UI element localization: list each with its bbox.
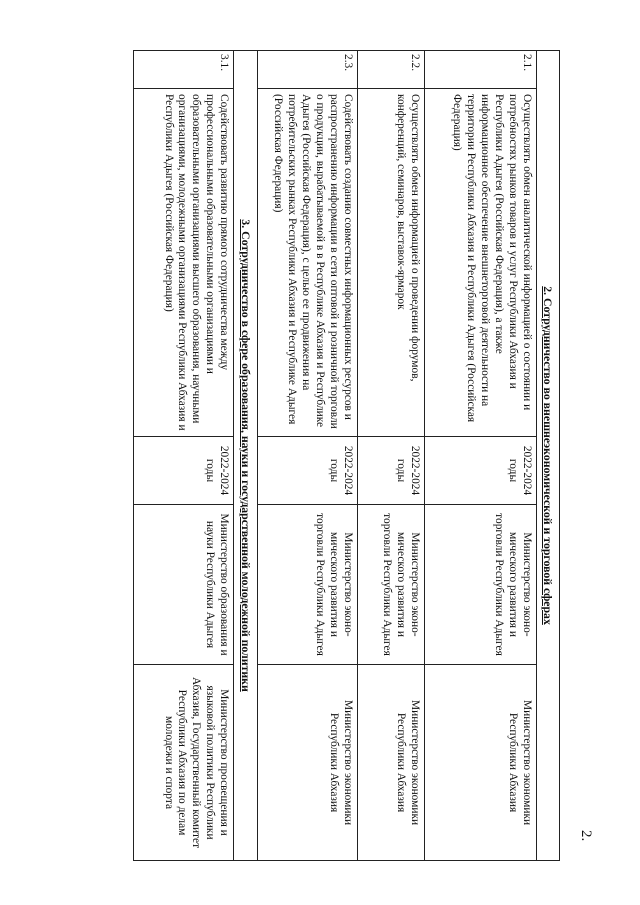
- row-number: 2.1.: [424, 51, 536, 89]
- row-term: 2022-2024 годы: [357, 437, 424, 505]
- row-responsible-adygea: Министерство эконо- мического развития и торговли Республики Адыгея: [424, 505, 536, 665]
- row-responsible-adygea: Министерство эконо- мического развития и торговли Республики Адыгея: [357, 505, 424, 665]
- table-row: [134, 51, 234, 861]
- section-title: 2. Сотрудничество во внешнеэкономической и торговой сферах: [536, 51, 559, 861]
- row-term: 2022-2024 годы: [424, 437, 536, 505]
- row-activity: Содействовать созданию совместных информационных ресурсов и распространению информации в сети оптовой и розничной торговли о продукции, вырабатываемой в в Республике Абхазия и Республике Адыгея (Российская Федерация), с целью ее продвижения на потребительских рынках Республики Абхазия и Республике Адыгея (Российская Федерация): [257, 89, 357, 437]
- row-responsible-abkhazia: Министерство просвещения и языковой политики Республики Абхазия, Государственный комитет Республики Абхазия по делам молодежи и спорта: [134, 665, 234, 861]
- section-header: [536, 51, 559, 861]
- plan-table: [133, 50, 560, 861]
- table-row: [357, 51, 424, 861]
- row-number: 3.1.: [134, 51, 234, 89]
- row-number: 2.2.: [357, 51, 424, 89]
- row-responsible-abkhazia: Министерство экономики Республики Абхазия: [257, 665, 357, 861]
- table-row: [257, 51, 357, 861]
- row-activity: Содействовать развитию прямого сотрудничества между профессиональными образовательными организациями и образовательными организациями высшего образования, научными организациями, молодежными организациями Республики Абхазия и Республики Адыгея (Российская Федерация): [134, 89, 234, 437]
- section-header: [234, 51, 257, 861]
- row-responsible-abkhazia: Министерство экономики Республики Абхазия: [357, 665, 424, 861]
- row-number: 2.3.: [257, 51, 357, 89]
- page-number: 2.: [578, 830, 594, 842]
- row-term: 2022-2024 годы: [257, 437, 357, 505]
- plan-table-sheet: [140, 50, 560, 860]
- table-row: [424, 51, 536, 861]
- row-term: 2022-2024 годы: [134, 437, 234, 505]
- row-responsible-abkhazia: Министерство экономики Республики Абхазия: [424, 665, 536, 861]
- row-activity: Осуществлять обмен аналитической информацией о состоянии и потребностях рынков товаров и услуг Республики Абхазия и Республики Адыгея (Российская Федерация), а также информационное обеспечение внешнеторговой деятельности на территории Республики Абхазия и Республики Адыгея (Российская Федерация): [424, 89, 536, 437]
- section-title: 3. Сотрудничество в сфере образования, науки и государственной молодежной политики: [234, 51, 257, 861]
- row-responsible-adygea: Министерство образования и науки Республики Адыгея: [134, 505, 234, 665]
- row-responsible-adygea: Министерство эконо- мического развития и торговли Республики Адыгея: [257, 505, 357, 665]
- row-activity: Осуществлять обмен информацией о проведении форумов, конференций, семинаров, выставок-ярмарок: [357, 89, 424, 437]
